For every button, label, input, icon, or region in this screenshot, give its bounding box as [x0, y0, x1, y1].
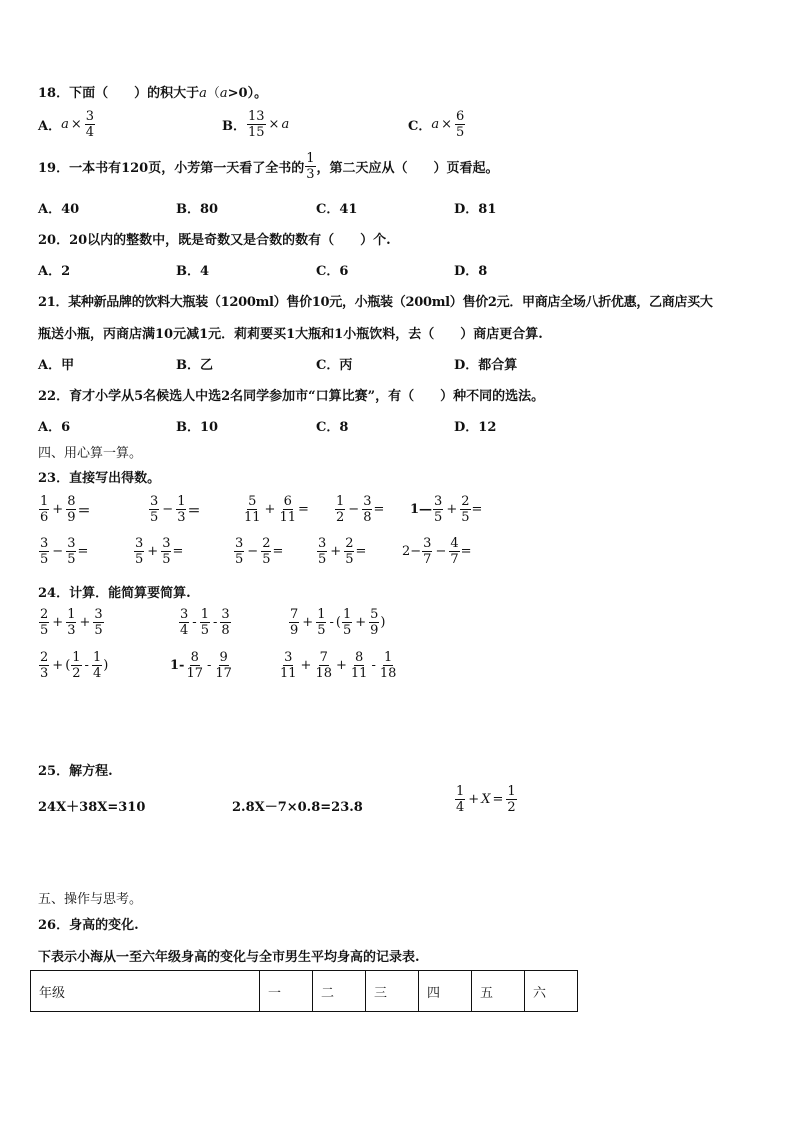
table-cell: 二 [313, 971, 366, 1012]
table-cell: 四 [419, 971, 472, 1012]
q23-item-6: $\frac{3}{5}$ − $\frac{3}{5}$ = [40, 536, 89, 567]
q23-item-4: $\frac{1}{2}$ − $\frac{3}{8}$ = [336, 494, 385, 525]
q18-option-a[interactable]: A． a × $\frac{3}{4}$ [38, 109, 95, 140]
q23-item-3: $\frac{5}{11}$ + $\frac{6}{11}$ = [244, 494, 309, 525]
table-cell: 一 [260, 971, 313, 1012]
height-record-table [30, 970, 578, 1012]
q18-stem: 18．下面（ ）的积大于a（a>0）。 [38, 86, 268, 101]
fraction: $\frac{1}{3}$ [306, 151, 315, 182]
q25-equation-2: 2.8X－7×0.8=23.8 [232, 800, 363, 815]
q18-option-b[interactable]: B． $\frac{13}{15}$ × a [222, 109, 290, 140]
q24-item-3: $\frac{7}{9}$ + $\frac{1}{5}$ - ( $\frac{1}{5}$ + $\frac{5}{9}$ ) [290, 607, 386, 638]
table-cell: 五 [472, 971, 525, 1012]
q23-title: 23．直接写出得数。 [38, 471, 161, 486]
q24-item-6: $\frac{3}{11}$ + $\frac{7}{18}$ + $\frac{8}{11}$ - $\frac{1}{18}$ [280, 650, 397, 681]
section-heading-4: 四、用心算一算。 [38, 446, 143, 461]
q21-option-a[interactable]: A．甲 [38, 358, 75, 373]
q24-item-1: $\frac{2}{5}$ + $\frac{1}{3}$ + $\frac{3}{5}$ [40, 607, 103, 638]
q23-item-10: 2− $\frac{3}{7}$ − $\frac{4}{7}$ = [402, 536, 472, 567]
q22-option-b[interactable]: B．10 [176, 420, 219, 435]
q25-equation-3: $\frac{1}{4}$ + X = $\frac{1}{2}$ [456, 784, 516, 815]
table-row [31, 971, 578, 1012]
q24-title: 24．计算．能简算要简算. [38, 586, 191, 601]
q23-item-8: $\frac{3}{5}$ − $\frac{2}{5}$ = [235, 536, 284, 567]
q23-item-9: $\frac{3}{5}$ + $\frac{2}{5}$ = [318, 536, 367, 567]
q21-stem-line1: 21．某种新品牌的饮料大瓶装（1200ml）售价10元，小瓶装（200ml）售价2元．甲商店全场八折优惠，乙商店买大 [38, 295, 713, 310]
q20-stem: 20．20以内的整数中，既是奇数又是合数的数有（ ）个. [38, 233, 391, 248]
q21-option-c[interactable]: C．丙 [316, 358, 353, 373]
q23-item-7: $\frac{3}{5}$ + $\frac{3}{5}$ = [135, 536, 184, 567]
q24-item-2: $\frac{3}{4}$ - $\frac{1}{5}$ - $\frac{3}{8}$ [180, 607, 230, 638]
q21-option-b[interactable]: B．乙 [176, 358, 213, 373]
q25-equation-1: 24X＋38X=310 [38, 800, 146, 815]
q19-option-b[interactable]: B．80 [176, 202, 219, 217]
q18-option-c[interactable]: C． a × $\frac{6}{5}$ [408, 109, 465, 140]
q25-title: 25．解方程. [38, 764, 113, 779]
q19-option-c[interactable]: C．41 [316, 202, 358, 217]
q20-option-a[interactable]: A．2 [38, 264, 71, 279]
q24-item-5: 1- $\frac{8}{17}$ - $\frac{9}{17}$ [170, 650, 232, 681]
q19-option-d[interactable]: D．81 [454, 202, 497, 217]
q26-title: 26．身高的变化. [38, 918, 139, 933]
q20-option-c[interactable]: C．6 [316, 264, 349, 279]
table-cell: 三 [366, 971, 419, 1012]
q26-description: 下表示小海从一至六年级身高的变化与全市男生平均身高的记录表. [38, 950, 420, 965]
fraction: $\frac{13}{15}$ [248, 109, 265, 140]
q23-item-1: $\frac{1}{6}$ + $\frac{8}{9}$ ＝ [40, 494, 91, 525]
fraction: $\frac{6}{5}$ [456, 109, 465, 140]
fraction: $\frac{3}{4}$ [85, 109, 95, 140]
q19-option-a[interactable]: A．40 [38, 202, 80, 217]
q20-option-d[interactable]: D．8 [454, 264, 488, 279]
table-cell: 年级 [31, 971, 260, 1012]
q21-stem-line2: 瓶送小瓶，丙商店满10元减1元．莉莉要买1大瓶和1小瓶饮料，去（ ）商店更合算. [38, 327, 543, 342]
q23-item-5: 1— $\frac{3}{5}$ + $\frac{2}{5}$ = [410, 494, 483, 525]
q20-option-b[interactable]: B．4 [176, 264, 210, 279]
q22-stem: 22．育才小学从5名候选人中选2名同学参加市“口算比赛”，有（ ）种不同的选法。 [38, 389, 545, 404]
q21-option-d[interactable]: D．都合算 [454, 358, 518, 373]
table-cell: 六 [525, 971, 578, 1012]
q23-item-2: $\frac{3}{5}$ − $\frac{1}{3}$ ＝ [150, 494, 201, 525]
q22-option-a[interactable]: A．6 [38, 420, 71, 435]
q22-option-c[interactable]: C．8 [316, 420, 349, 435]
section-heading-5: 五、操作与思考。 [38, 892, 143, 907]
q24-item-4: $\frac{2}{3}$ + ( $\frac{1}{2}$ - $\frac{1}{4}$ ) [40, 650, 109, 681]
q19-stem: 19．一本书有120页，小芳第一天看了全书的 $\frac{1}{3}$ ，第二天应从（ ）页看起。 [38, 151, 499, 182]
q22-option-d[interactable]: D．12 [454, 420, 497, 435]
